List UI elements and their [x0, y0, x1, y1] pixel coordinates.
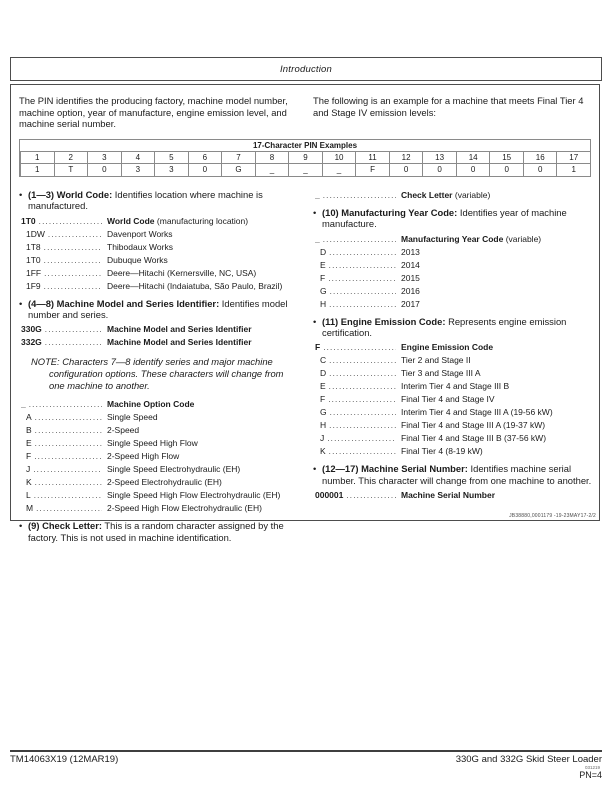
code-value: K — [320, 446, 326, 457]
code-description: Final Tier 4 and Stage III A (19-37 kW) — [401, 420, 546, 431]
pin-position-cell: 15 — [489, 152, 523, 164]
note-paragraph: NOTE: Characters 7—8 identify series and major machine configuration options. These characters will change from one machine to another. — [31, 356, 284, 391]
code-row — [313, 380, 593, 393]
dotted-leader — [329, 299, 396, 311]
bullet-check-letter — [19, 520, 299, 543]
code-value: E — [26, 438, 32, 449]
footer-print-code: 031219 — [584, 765, 600, 770]
code-value: B — [26, 425, 32, 436]
footer-model-title: 330G and 332G Skid Steer Loader — [455, 754, 602, 765]
code-value: E — [320, 381, 326, 392]
intro-row — [19, 95, 591, 130]
dotted-leader — [323, 190, 396, 202]
pin-value-cell: 0 — [389, 164, 423, 176]
code-row — [19, 476, 299, 489]
code-description: Single Speed High Flow Electrohydraulic (EH) — [107, 490, 281, 501]
code-value: 1T0 — [21, 215, 36, 226]
code-value: D — [320, 246, 327, 257]
code-value: C — [320, 355, 327, 366]
pin-position-row — [20, 152, 590, 164]
dotted-leader — [44, 268, 102, 280]
footer-page-number: PN=4 — [579, 770, 602, 780]
pin-position-cell: 14 — [456, 152, 490, 164]
code-description: Final Tier 4 and Stage III B (37-56 kW) — [401, 433, 547, 444]
code-row — [313, 272, 593, 285]
dotted-leader — [330, 407, 396, 419]
dotted-leader — [329, 420, 396, 432]
dotted-leader — [323, 234, 396, 246]
pin-position-cell: 2 — [54, 152, 88, 164]
bullet-emission-code-lead: (11) Engine Emission Code: — [322, 315, 446, 327]
code-description: Tier 2 and Stage II — [401, 355, 471, 366]
code-description: Thibodaux Works — [107, 241, 173, 252]
code-row — [19, 215, 299, 228]
model-code-list — [19, 323, 299, 349]
code-value: J — [26, 464, 31, 475]
code-description: 2-Speed — [107, 425, 140, 436]
code-value: 1T0 — [26, 254, 41, 265]
code-description: (manufacturing location) — [154, 215, 249, 226]
dotted-leader — [35, 438, 102, 450]
code-description: Davenport Works — [107, 228, 173, 239]
code-description: (variable) — [452, 189, 491, 200]
code-row — [19, 437, 299, 450]
code-value: 330G — [21, 324, 42, 335]
bullet-check-letter-text: This is a random character assigned by the factory. This is not used in machine identification. — [28, 520, 284, 543]
dotted-leader — [328, 394, 396, 406]
code-row — [313, 298, 593, 311]
dotted-leader — [35, 412, 102, 424]
year-code-list — [313, 233, 593, 311]
dotted-leader — [45, 337, 102, 349]
code-description: 2016 — [401, 285, 420, 296]
code-value: G — [320, 407, 327, 418]
pin-position-cell: 10 — [322, 152, 356, 164]
code-description: Deere—Hitachi (Indaiatuba, São Paulo, Brazil) — [107, 280, 283, 291]
code-row — [19, 450, 299, 463]
code-value: 000001 — [315, 490, 344, 501]
content-box — [10, 84, 600, 543]
code-description: Final Tier 4 (8-19 kW) — [401, 446, 483, 457]
code-value: 332G — [21, 337, 42, 348]
bullet-serial-number — [313, 463, 593, 486]
pin-value-cell: 1 — [20, 164, 54, 176]
page-header-title: Introduction — [279, 63, 333, 75]
dotted-leader — [33, 464, 102, 476]
bullet-world-code-text: Identifies location where machine is manufactured. — [28, 188, 263, 212]
pin-position-cell: 8 — [255, 152, 289, 164]
world-code-list — [19, 215, 299, 293]
intro-paragraph-right: The following is an example for a machine that meets Final Tier 4 and Stage IV emission levels: — [313, 95, 584, 118]
dotted-leader — [329, 368, 396, 380]
dotted-leader — [34, 490, 102, 502]
code-value: A — [26, 412, 32, 423]
code-description: Tier 3 and Stage III A — [401, 368, 481, 379]
code-value: F — [320, 272, 326, 283]
pin-value-cell: 0 — [188, 164, 222, 176]
code-description: (variable) — [503, 233, 542, 244]
pin-position-cell: 7 — [221, 152, 255, 164]
dotted-leader — [44, 255, 102, 267]
code-row — [19, 489, 299, 502]
code-value: H — [320, 298, 327, 309]
pin-value-cell: _ — [322, 164, 356, 176]
bullet-year-code — [313, 207, 593, 230]
code-description-bold: Check Letter — [401, 189, 453, 200]
code-value: _ — [21, 399, 26, 410]
dotted-leader — [44, 281, 102, 293]
code-row — [313, 367, 593, 380]
code-value: 1DW — [26, 228, 45, 239]
pin-value-cell: 1 — [556, 164, 590, 176]
bullet-serial-number-lead: (12—17) Machine Serial Number: — [322, 463, 468, 475]
code-description: Final Tier 4 and Stage IV — [401, 394, 495, 405]
code-description: Single Speed High Flow — [107, 438, 198, 449]
pin-value-cell: 0 — [523, 164, 557, 176]
bullet-emission-code-text: Represents engine emission certification. — [322, 315, 567, 338]
code-value: L — [26, 490, 31, 501]
pin-value-cell: 0 — [87, 164, 121, 176]
dotted-leader — [44, 242, 102, 254]
code-row — [313, 246, 593, 259]
code-row — [19, 254, 299, 267]
code-value: 1F9 — [26, 280, 41, 291]
code-description: Interim Tier 4 and Stage III B — [401, 381, 510, 392]
dotted-leader — [329, 446, 396, 458]
code-row — [19, 424, 299, 437]
pin-position-cell: 9 — [288, 152, 322, 164]
bullet-model-identifier — [19, 298, 299, 321]
pin-value-cell: _ — [288, 164, 322, 176]
code-description: 2-Speed High Flow — [107, 451, 180, 462]
dotted-leader — [329, 260, 396, 272]
pin-table-title: 17-Character PIN Examples — [20, 140, 590, 152]
pin-value-cell: F — [355, 164, 389, 176]
code-row — [19, 336, 299, 349]
dotted-leader — [329, 247, 396, 259]
code-description: 2015 — [401, 272, 420, 283]
code-description: 2-Speed High Flow Electrohydraulic (EH) — [107, 503, 262, 514]
pin-value-row — [20, 163, 590, 176]
code-row — [313, 341, 593, 354]
code-value: 1FF — [26, 267, 42, 278]
code-description: 2017 — [401, 298, 420, 309]
pin-position-cell: 3 — [87, 152, 121, 164]
pin-value-cell: G — [221, 164, 255, 176]
code-row — [313, 406, 593, 419]
code-row — [313, 259, 593, 272]
code-row — [313, 189, 593, 202]
code-description: 2014 — [401, 259, 420, 270]
section-revision-code: JB38880,0001179 -19-23MAY17-2/2 — [509, 513, 596, 519]
code-value: _ — [315, 189, 320, 200]
bullet-world-code — [19, 189, 299, 212]
dotted-leader — [35, 477, 102, 489]
serial-number-list — [313, 489, 593, 502]
code-description-bold: Manufacturing Year Code — [401, 233, 504, 244]
code-value: _ — [315, 233, 320, 244]
code-value: F — [315, 342, 321, 353]
pin-position-cell: 16 — [523, 152, 557, 164]
code-description-bold: World Code — [107, 215, 155, 226]
left-column — [19, 189, 299, 546]
code-row — [19, 502, 299, 515]
pin-value-cell: 3 — [154, 164, 188, 176]
code-value: G — [320, 285, 327, 296]
code-row — [19, 411, 299, 424]
dotted-leader — [330, 286, 396, 298]
code-row — [19, 463, 299, 476]
code-value: H — [320, 420, 327, 431]
dotted-leader — [34, 451, 102, 463]
code-value: E — [320, 259, 326, 270]
page-header-box — [10, 57, 602, 81]
code-row — [19, 241, 299, 254]
bullet-model-identifier-text: Identifies model number and series. — [28, 297, 288, 320]
code-value: K — [26, 477, 32, 488]
pin-position-cell: 11 — [355, 152, 389, 164]
pin-position-cell: 12 — [389, 152, 423, 164]
dotted-leader — [35, 425, 102, 437]
emission-code-list — [313, 341, 593, 458]
code-value: J — [320, 433, 325, 444]
option-code-list — [19, 398, 299, 515]
code-row — [19, 323, 299, 336]
code-row — [313, 393, 593, 406]
bullet-world-code-lead: (1—3) World Code: — [28, 188, 113, 200]
pin-table — [19, 139, 591, 177]
pin-value-cell: 0 — [489, 164, 523, 176]
code-description-bold: Machine Model and Series Identifier — [107, 337, 252, 348]
pin-value-cell: 3 — [121, 164, 155, 176]
code-description-bold: Engine Emission Code — [401, 342, 494, 353]
code-value: D — [320, 368, 327, 379]
dotted-leader — [329, 381, 396, 393]
code-row — [19, 280, 299, 293]
code-row — [19, 398, 299, 411]
code-description: Single Speed Electrohydraulic (EH) — [107, 464, 241, 475]
pin-position-cell: 6 — [188, 152, 222, 164]
code-row — [313, 354, 593, 367]
code-description: 2013 — [401, 246, 420, 257]
definition-columns — [19, 189, 591, 546]
pin-position-cell: 13 — [422, 152, 456, 164]
intro-paragraph-left: The PIN identifies the producing factory, machine model number, machine option, year of manufacture, engine emission level, and machine serial number. — [19, 95, 288, 130]
code-row — [19, 228, 299, 241]
pin-position-cell: 4 — [121, 152, 155, 164]
pin-position-cell: 5 — [154, 152, 188, 164]
dotted-leader — [48, 229, 102, 241]
code-value: 1T8 — [26, 241, 41, 252]
dotted-leader — [327, 433, 396, 445]
dotted-leader — [45, 324, 102, 336]
code-row — [313, 432, 593, 445]
dotted-leader — [346, 490, 396, 502]
bullet-serial-number-text: Identifies machine serial number. This character will change from one machine to another. — [322, 463, 592, 486]
code-description-bold: Machine Option Code — [107, 399, 195, 410]
code-row — [19, 267, 299, 280]
pin-value-cell: _ — [255, 164, 289, 176]
footer-doc-number: TM14063X19 (12MAR19) — [10, 754, 119, 765]
code-description: Dubuque Works — [107, 254, 168, 265]
bullet-year-code-text: Identifies year of machine manufacture. — [322, 206, 567, 230]
footer-divider — [10, 750, 602, 752]
code-value: F — [320, 394, 326, 405]
bullet-model-identifier-lead: (4—8) Machine Model and Series Identifier: — [28, 297, 220, 309]
bullet-emission-code — [313, 316, 593, 339]
pin-value-cell: 0 — [422, 164, 456, 176]
pin-value-cell: T — [54, 164, 88, 176]
code-row — [313, 419, 593, 432]
code-value: F — [26, 451, 32, 462]
bullet-check-letter-lead: (9) Check Letter: — [28, 520, 102, 532]
bullet-year-code-lead: (10) Manufacturing Year Code: — [322, 206, 458, 218]
code-description: Deere—Hitachi (Kernersville, NC, USA) — [107, 267, 257, 278]
dotted-leader — [329, 355, 396, 367]
code-row — [313, 489, 593, 502]
code-row — [313, 233, 593, 246]
code-description-bold: Machine Model and Series Identifier — [107, 324, 252, 335]
pin-position-cell: 17 — [556, 152, 590, 164]
dotted-leader — [29, 399, 102, 411]
code-row — [313, 445, 593, 458]
dotted-leader — [323, 342, 396, 354]
code-value: M — [26, 503, 34, 514]
pin-value-cell: 0 — [456, 164, 490, 176]
code-description: 2-Speed Electrohydraulic (EH) — [107, 477, 222, 488]
right-column — [313, 189, 593, 546]
code-row — [313, 285, 593, 298]
dotted-leader — [328, 273, 396, 285]
code-description: Single Speed — [107, 412, 158, 423]
dotted-leader — [39, 216, 102, 228]
code-description: Interim Tier 4 and Stage III A (19-56 kW) — [401, 407, 553, 418]
pin-position-cell: 1 — [20, 152, 54, 164]
check-letter-list — [313, 189, 593, 202]
code-description-bold: Machine Serial Number — [401, 490, 496, 501]
dotted-leader — [36, 503, 102, 515]
